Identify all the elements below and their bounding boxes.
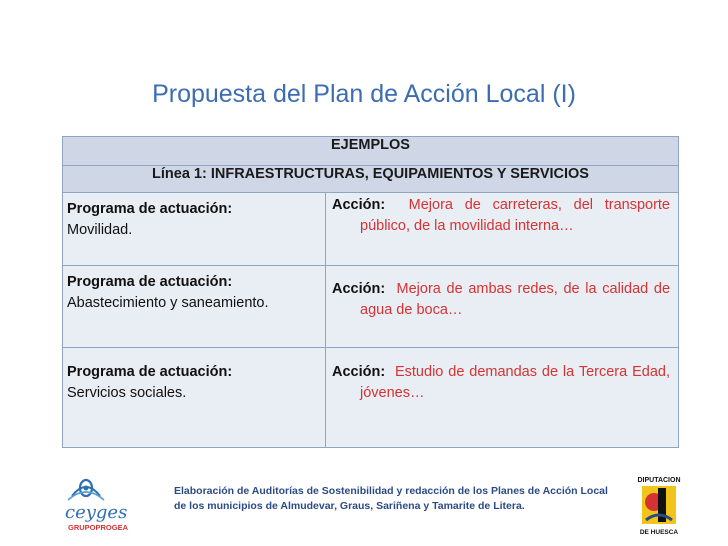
program-cell [63, 348, 326, 448]
slide-title: Propuesta del Plan de Acción Local (I) [152, 80, 576, 108]
action-cell [326, 193, 679, 266]
table-row [63, 266, 679, 348]
program-value: Servicios sociales. [67, 385, 187, 401]
action-label: Acción: [332, 197, 386, 213]
table-header: EJEMPLOS [63, 137, 679, 166]
ceyges-wordmark: ceyges [65, 502, 128, 523]
ceyges-logo [62, 474, 142, 534]
table-row [63, 193, 679, 266]
action-value: Mejora de carreteras, del transporte público, de la movilidad interna… [360, 197, 670, 234]
diputacion-huesca-logo [632, 474, 686, 538]
ceyges-emblem-icon [68, 480, 104, 500]
action-cell [326, 348, 679, 448]
examples-table [62, 136, 679, 448]
program-label: Programa de actuación: [67, 201, 233, 217]
footer-text: Elaboración de Auditorías de Sostenibilidad y redacción de los Planes de Acción Local de los municipios de Almudevar, Graus, Sariñena y Tamarite de Litera. [174, 485, 608, 512]
action-cell [326, 266, 679, 348]
table-row [63, 348, 679, 448]
table-subheader: Línea 1: INFRAESTRUCTURAS, EQUIPAMIENTOS Y SERVICIOS [63, 166, 679, 193]
program-value: Movilidad. [67, 222, 133, 238]
action-label: Acción: [332, 281, 386, 297]
program-label: Programa de actuación: [67, 364, 233, 380]
action-label: Acción: [332, 364, 386, 380]
program-cell [63, 193, 326, 266]
huesca-emblem-icon [642, 486, 676, 524]
action-value: Mejora de ambas redes, de la calidad de agua de boca… [360, 281, 671, 318]
program-cell [63, 266, 326, 348]
program-label: Programa de actuación: [67, 274, 233, 290]
huesca-label: DE HUESCA [639, 529, 679, 536]
diputacion-label: DIPUTACION [637, 477, 681, 484]
grupoprogea-wordmark: GRUPOPROGEA [68, 523, 129, 532]
program-value: Abastecimiento y saneamiento. [67, 295, 269, 311]
action-value: Estudio de demandas de la Tercera Edad, jóvenes… [360, 364, 670, 401]
